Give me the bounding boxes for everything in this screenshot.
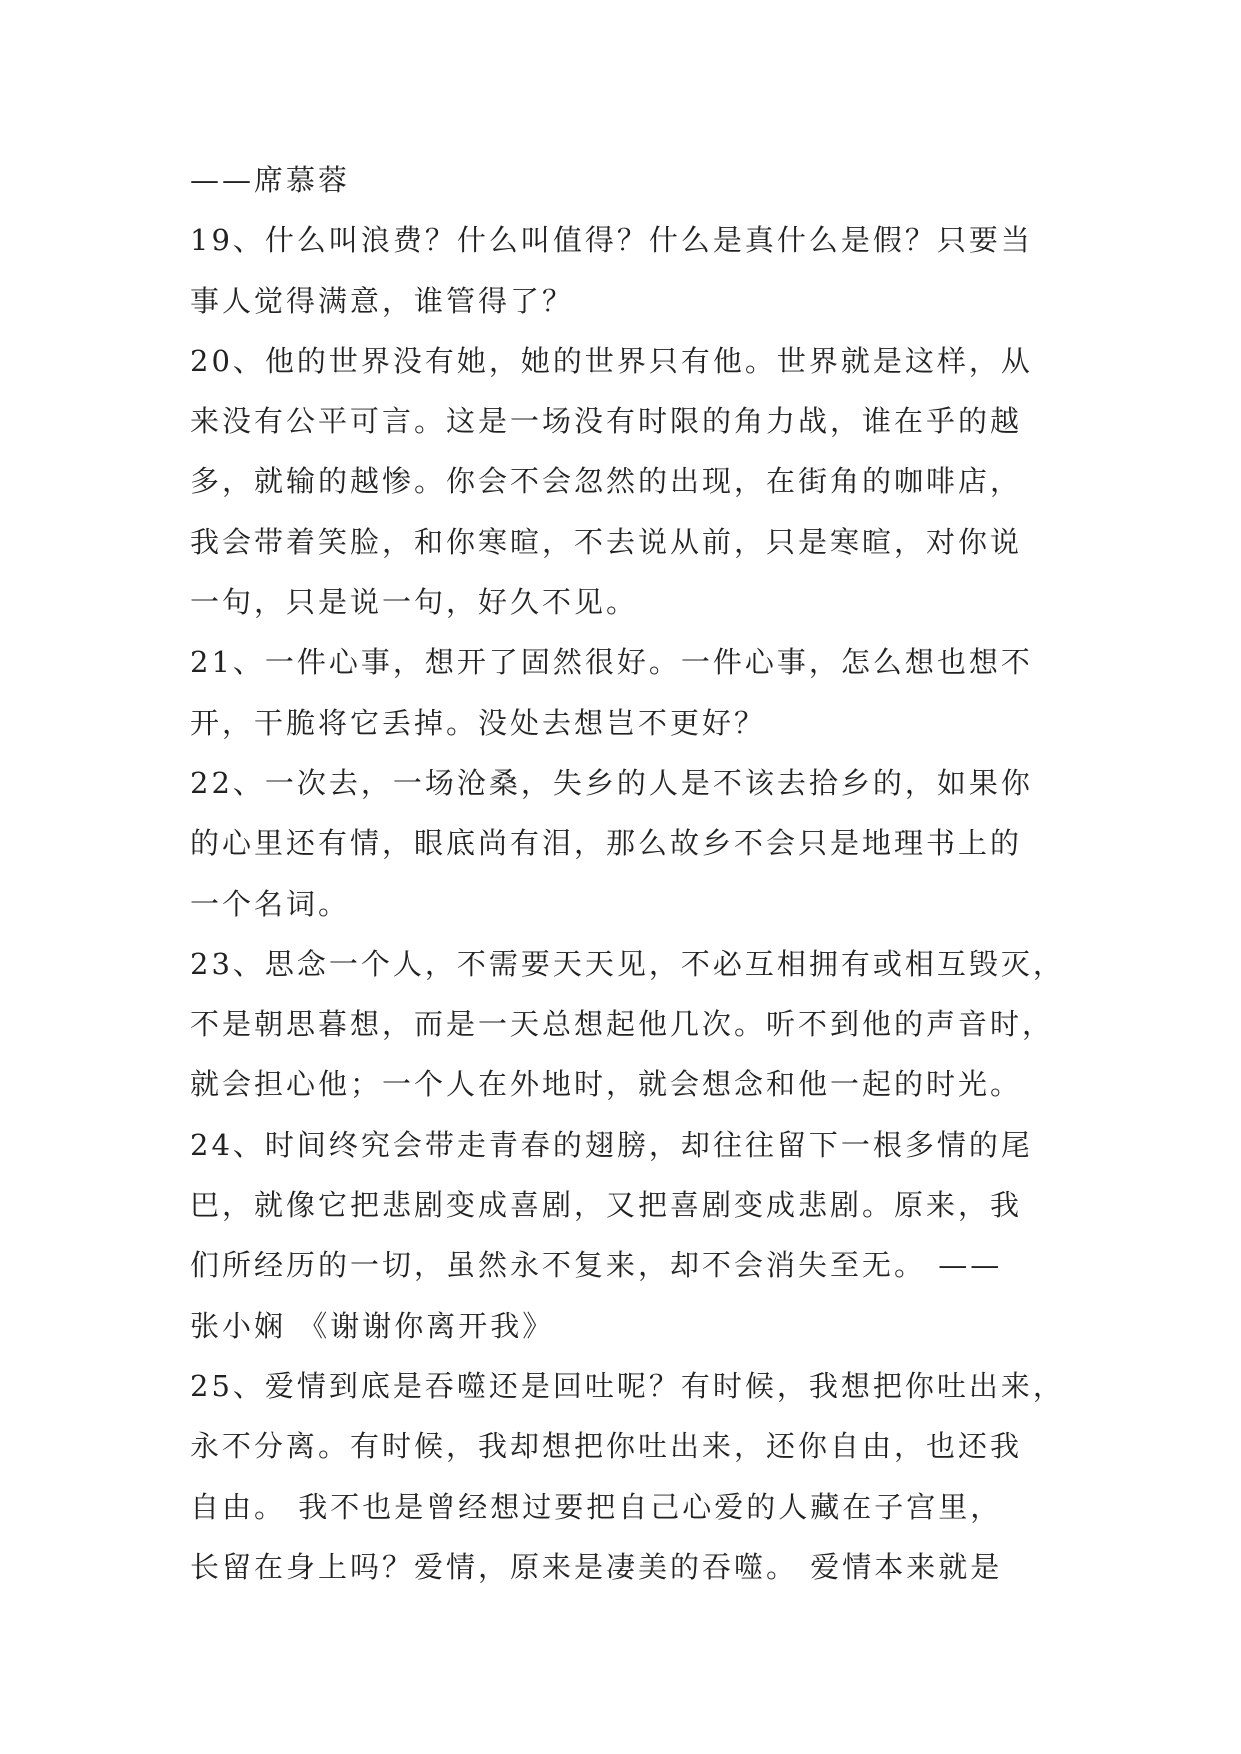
text-line: 23、思念一个人，不需要天天见，不必互相拥有或相互毁灭， (190, 946, 1065, 981)
text-line: 24、时间终究会带走青春的翅膀，却往往留下一根多情的尾 (190, 1127, 1033, 1162)
text-line: ——席慕蓉 (190, 163, 351, 197)
text-line: 长留在身上吗？爱情，原来是凄美的吞噬。 爱情本来就是 (190, 1549, 1003, 1584)
text-line: 一个名词。 (190, 886, 351, 921)
text-line: 19、什么叫浪费？什么叫值得？什么是真什么是假？只要当 (190, 223, 1033, 258)
text-line: 22、一次去，一场沧桑，失乡的人是不该去拾乡的，如果你 (190, 765, 1033, 800)
text-line: 开，干脆将它丢掉。没处去想岂不更好？ (190, 705, 767, 740)
text-line: 巴，就像它把悲剧变成喜剧，又把喜剧变成悲剧。原来，我 (190, 1188, 1023, 1223)
text-line: 我会带着笑脸，和你寒暄，不去说从前，只是寒暄，对你说 (190, 524, 1023, 559)
text-line: 的心里还有情，眼底尚有泪，那么故乡不会只是地理书上的 (190, 826, 1023, 861)
text-line: 一句，只是说一句，好久不见。 (190, 585, 639, 620)
text-line: 25、爱情到底是吞噬还是回吐呢？有时候，我想把你吐出来， (190, 1368, 1065, 1403)
text-line: 不是朝思暮想，而是一天总想起他几次。听不到他的声音时， (190, 1007, 1055, 1042)
text-line: 们所经历的一切，虽然永不复来，却不会消失至无。 —— (190, 1248, 1003, 1283)
text-line: 张小娴 《谢谢你离开我》 (190, 1308, 555, 1343)
text-line: 多，就输的越惨。你会不会忽然的出现，在街角的咖啡店， (190, 464, 1023, 499)
text-line: 自由。 我不也是曾经想过要把自己心爱的人藏在子宫里， (190, 1489, 1003, 1524)
document-body (190, 150, 1065, 1597)
text-line: 20、他的世界没有她，她的世界只有他。世界就是这样，从 (190, 343, 1033, 378)
text-line: 来没有公平可言。这是一场没有时限的角力战，谁在乎的越 (190, 404, 1023, 439)
text-line: 永不分离。有时候，我却想把你吐出来，还你自由，也还我 (190, 1429, 1023, 1464)
text-line: 21、一件心事，想开了固然很好。一件心事，怎么想也想不 (190, 645, 1033, 680)
text-line: 事人觉得满意，谁管得了？ (190, 283, 575, 318)
text-line: 就会担心他；一个人在外地时，就会想念和他一起的时光。 (190, 1067, 1023, 1102)
